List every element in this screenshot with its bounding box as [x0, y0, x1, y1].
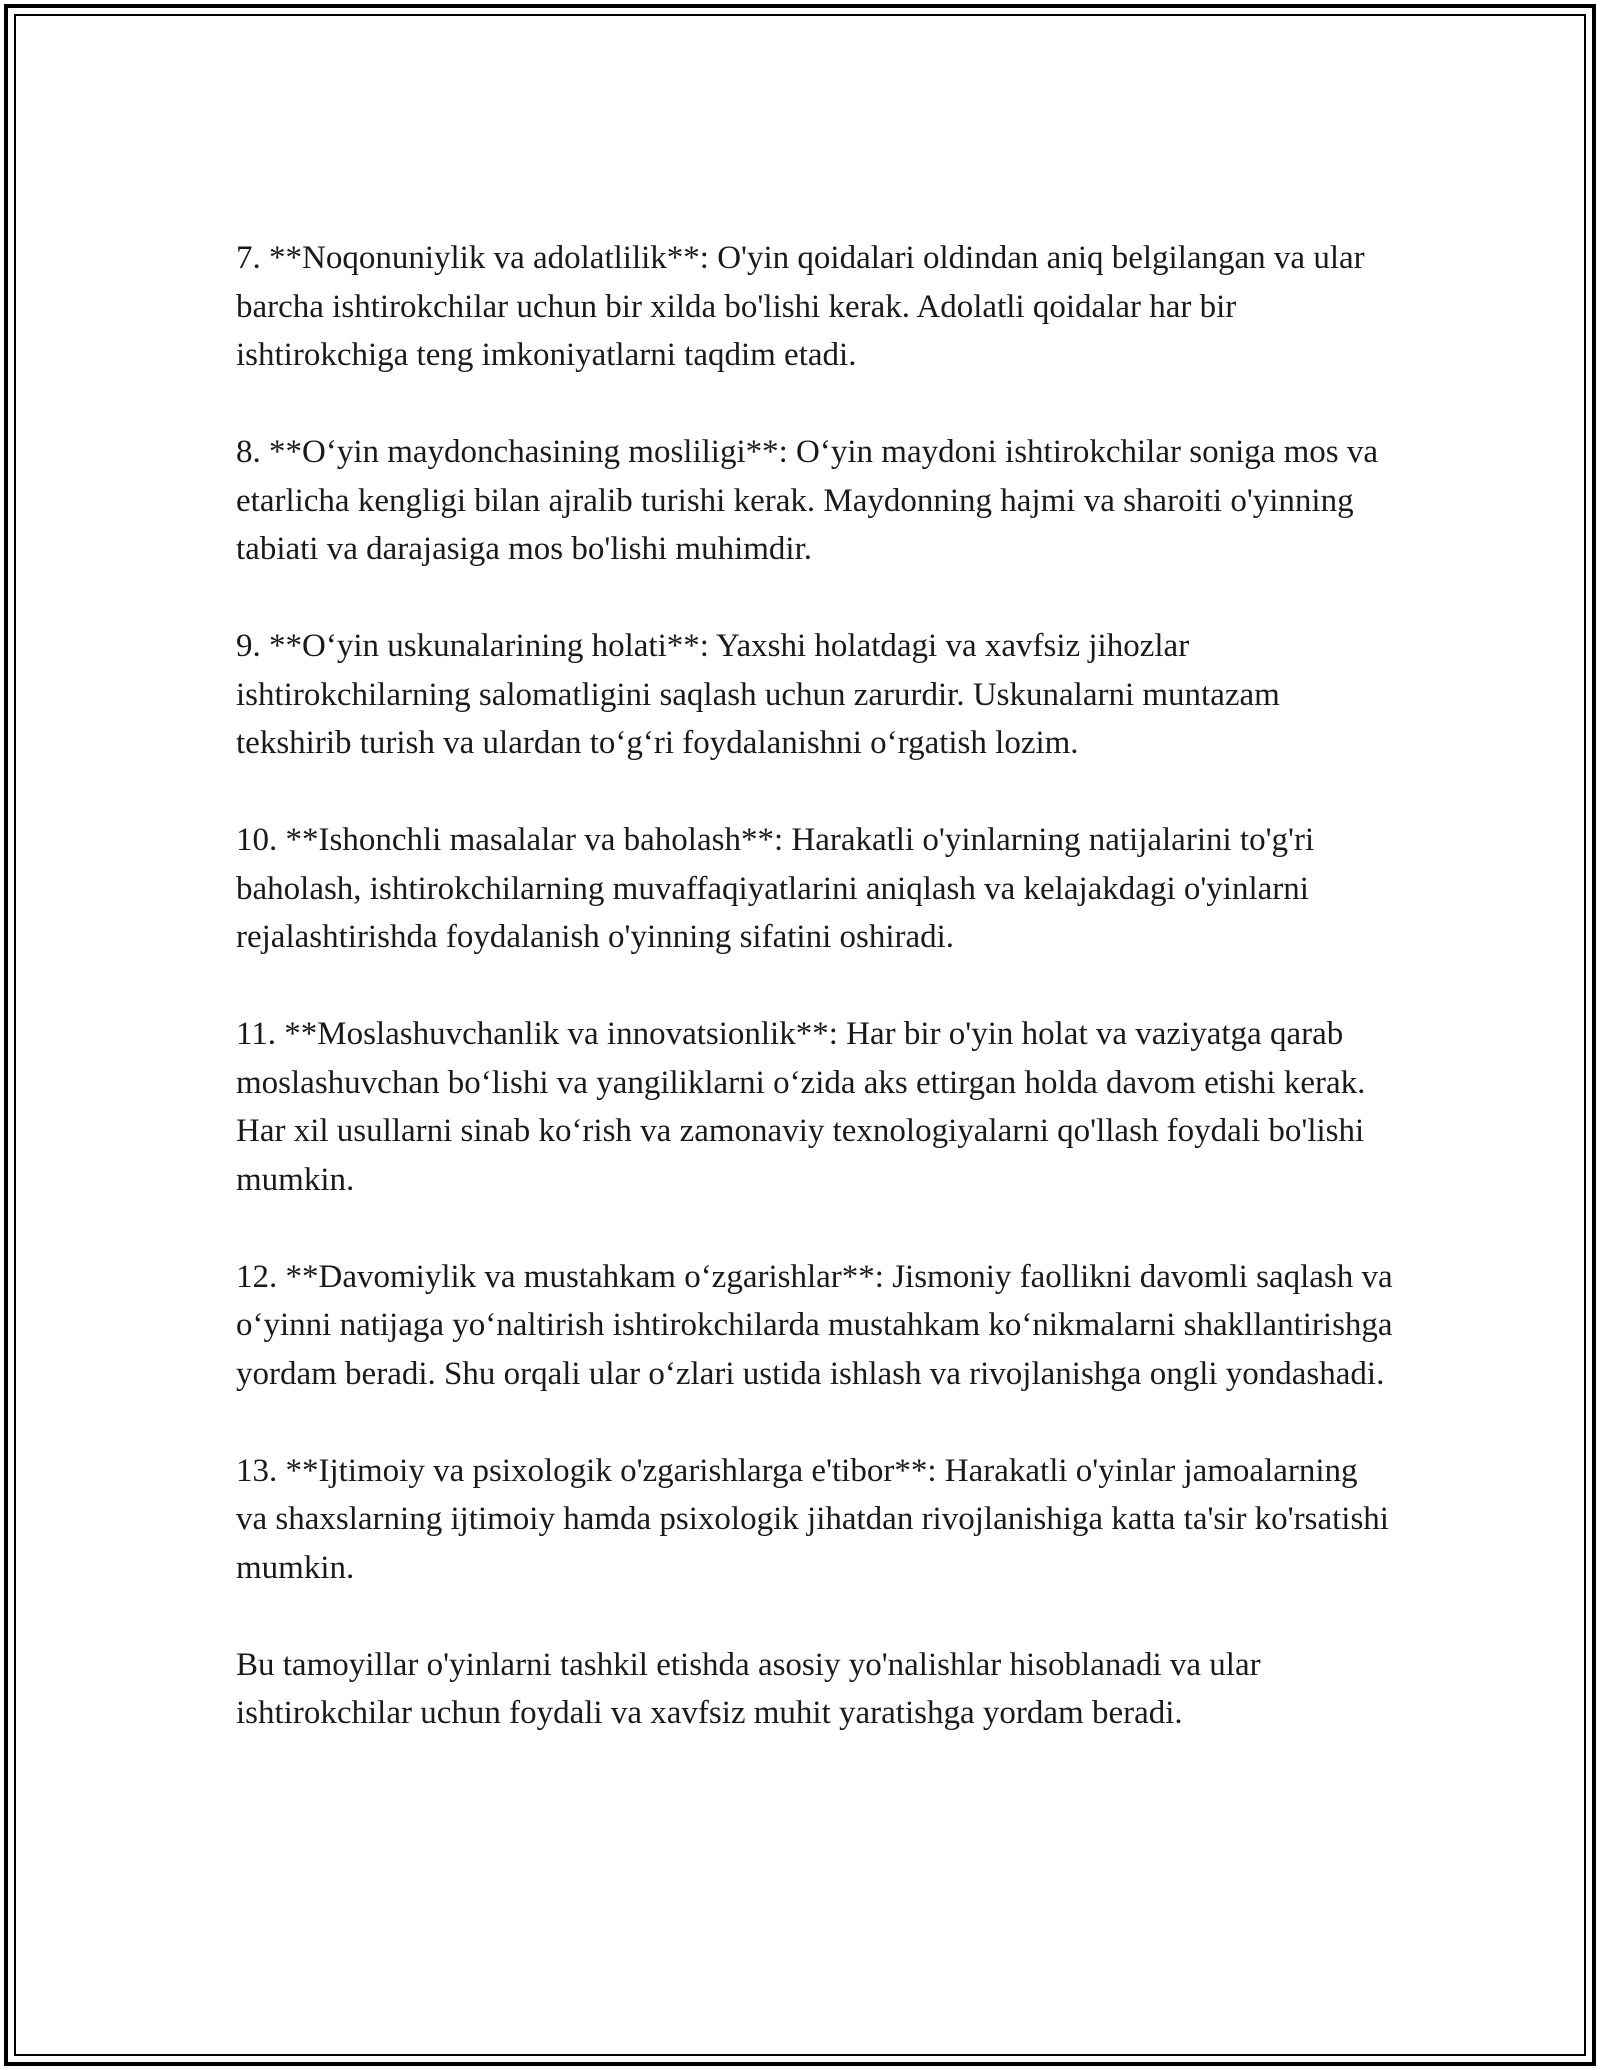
paragraph-item-9: 9. **O‘yin uskunalarining holati**: Yaxshi holatdagi va xavfsiz jihozlar ishtirokchilarning salomatligini saqlash uchun zarurdir. Uskunalarni muntazam tekshirib turish va ulardan to‘g‘ri foydalanishni o‘rgatish lozim.	[236, 628, 1280, 761]
closing-paragraph: Bu tamoyillar o'yinlarni tashkil etishda asosiy yo'nalishlar hisoblanadi va ular ishtirokchilar uchun foydali va xavfsiz muhit yaratishga yordam beradi.	[236, 1646, 1261, 1731]
paragraph-item-7: 7. **Noqonuniylik va adolatlilik**: O'yin qoidalari oldindan aniq belgilangan va ular barcha ishtirokchilar uchun bir xilda bo'lishi kerak. Adolatli qoidalar har bir ishtirokchiga teng imkoniyatlarni taqdim etadi.	[236, 240, 1365, 373]
paragraph-item-10: 10. **Ishonchli masalalar va baholash**: Harakatli o'yinlarning natijalarini to'g'ri baholash, ishtirokchilarning muvaffaqiyatlarini aniqlash va kelajakdagi o'yinlarni rejalashtirishda foydalanish o'yinning sifatini oshiradi.	[236, 822, 1315, 955]
paragraph-item-13: 13. **Ijtimoiy va psixologik o'zgarishlarga e'tibor**: Harakatli o'yinlar jamoalarning va shaxslarning ijtimoiy hamda psixologik jihatdan rivojlanishiga katta ta'sir ko'rsatishi mumkin.	[236, 1452, 1389, 1586]
paragraph-item-8: 8. **O‘yin maydonchasining mosliligi**: O‘yin maydoni ishtirokchilar soniga mos va etarlicha kengligi bilan ajralib turishi kerak. Maydonning hajmi va sharoiti o'yinning tabiati va darajasiga mos bo'lishi muhimdir.	[236, 434, 1379, 567]
paragraph-item-12: 12. **Davomiylik va mustahkam o‘zgarishlar**: Jismoniy faollikni davomli saqlash va o‘yinni natijaga yo‘naltirish ishtirokchilarda mustahkam ko‘nikmalarni shakllantirishga yordam beradi. Shu orqali ular o‘zlari ustida ishlash va rivojlanishga ongli yondashadi.	[236, 1258, 1393, 1392]
document-body	[236, 234, 1396, 1738]
paragraph-item-11: 11. **Moslashuvchanlik va innovatsionlik**: Har bir o'yin holat va vaziyatga qarab moslashuvchan bo‘lishi va yangiliklarni o‘zida aks ettirgan holda davom etishi kerak. Har xil usullarni sinab ko‘rish va zamonaviy texnologiyalarni qo'llash foydali bo'lishi mumkin.	[236, 1016, 1366, 1198]
